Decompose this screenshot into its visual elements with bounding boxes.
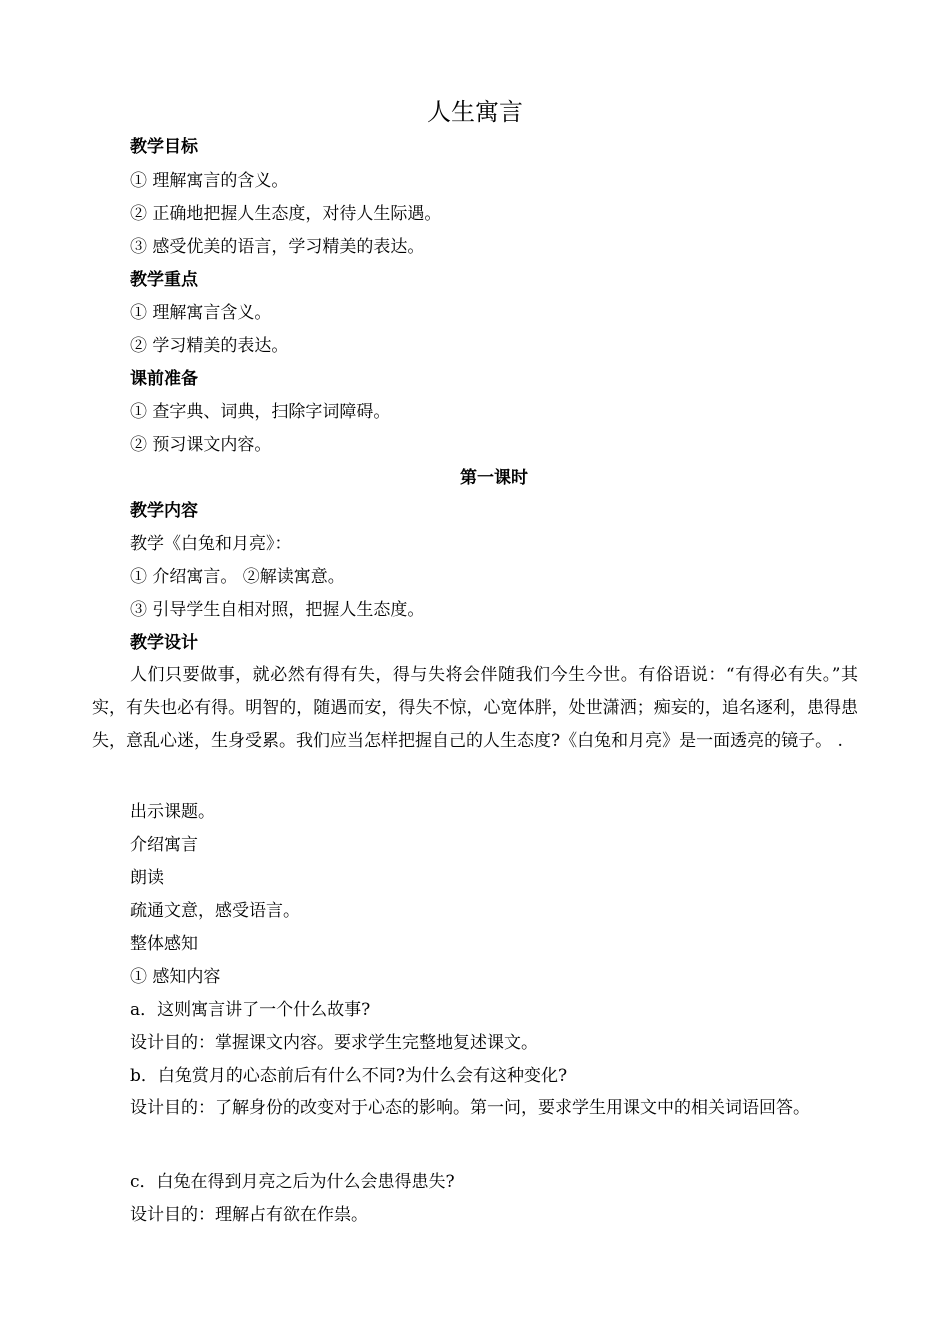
question-a: a．这则寓言讲了一个什么故事? <box>130 1000 371 1020</box>
intro-paragraph: 人们只要做事，就必然有得有失，得与失将会伴随我们今生今世。有俗语说：“有得必有失。”其实，有失也必有得。明智的，随遇而安，得失不惊，心宽体胖，处世潇洒；痴妄的，追名逐利，患得患失，意乱心迷，生身受累。我们应当怎样把握自己的人生态度?《白兔和月亮》是一面透亮的镜子。 . <box>92 665 858 751</box>
step-item: 出示课题。 <box>130 802 215 822</box>
purpose-b: 设计目的：了解身份的改变对于心态的影响。第一问，要求学生用课文中的相关词语回答。 <box>130 1098 810 1118</box>
objective-item: ③ 感受优美的语言，学习精美的表达。 <box>130 237 425 257</box>
content-item: 教学《白兔和月亮》： <box>130 534 292 554</box>
content-item: ① 介绍寓言。 ②解读寓意。 <box>130 567 345 587</box>
lesson-heading: 第一课时 <box>460 468 528 488</box>
objective-item: ① 理解寓言的含义。 <box>130 171 289 191</box>
step-item: ① 感知内容 <box>130 967 221 987</box>
prep-item: ① 查字典、词典，扫除字词障碍。 <box>130 402 391 422</box>
focus-item: ② 学习精美的表达。 <box>130 336 289 356</box>
prep-heading: 课前准备 <box>130 369 198 389</box>
step-item: 朗读 <box>130 868 164 888</box>
question-b: b．白兔赏月的心态前后有什么不同?为什么会有这种变化? <box>130 1066 568 1086</box>
purpose-c: 设计目的：理解占有欲在作祟。 <box>130 1205 368 1225</box>
design-heading: 教学设计 <box>130 633 198 653</box>
objectives-heading: 教学目标 <box>130 137 198 157</box>
step-item: 疏通文意，感受语言。 <box>130 901 300 921</box>
step-item: 介绍寓言 <box>130 835 198 855</box>
prep-item: ② 预习课文内容。 <box>130 435 272 455</box>
focus-heading: 教学重点 <box>130 270 198 290</box>
purpose-a: 设计目的：掌握课文内容。要求学生完整地复述课文。 <box>130 1033 538 1053</box>
document-title: 人生寓言 <box>427 98 523 126</box>
content-item: ③ 引导学生自相对照，把握人生态度。 <box>130 600 425 620</box>
question-c: c．白兔在得到月亮之后为什么会患得患失? <box>130 1172 455 1192</box>
content-heading: 教学内容 <box>130 501 198 521</box>
objective-item: ② 正确地把握人生态度，对待人生际遇。 <box>130 204 442 224</box>
step-item: 整体感知 <box>130 934 198 954</box>
focus-item: ① 理解寓言含义。 <box>130 303 272 323</box>
